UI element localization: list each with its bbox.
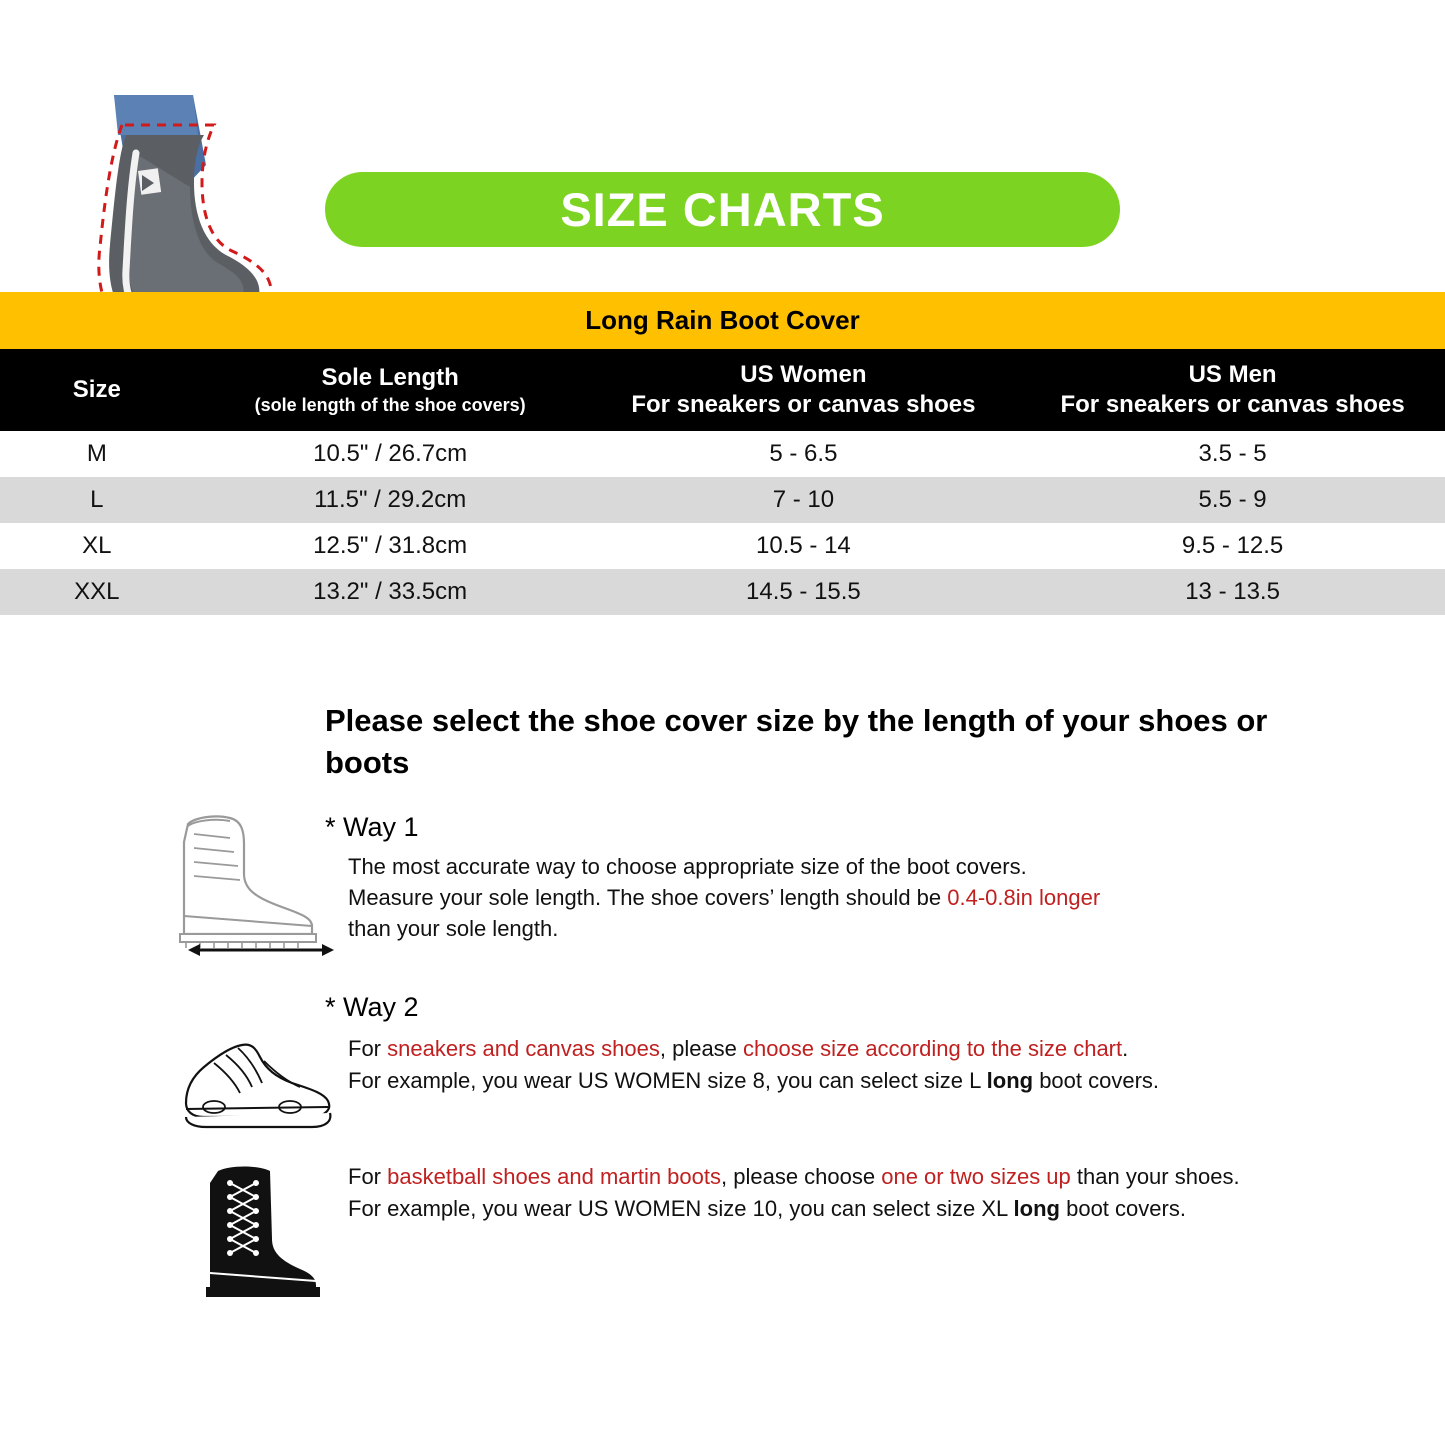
table-header-row (0, 349, 1445, 431)
martin-boot-icon (196, 1163, 326, 1298)
table-band-title: Long Rain Boot Cover (0, 292, 1445, 349)
way-1-highlight: 0.4-0.8in longer (947, 884, 1101, 910)
cell-size: M (0, 431, 194, 477)
cell-us-women: 14.5 - 15.5 (587, 569, 1021, 615)
cell-us-women: 7 - 10 (587, 477, 1021, 523)
column-header-sole-length: Sole Length (sole length of the shoe covers) (194, 349, 587, 431)
table-row (0, 523, 1445, 569)
cell-sole-length: 12.5" / 31.8cm (194, 523, 587, 569)
header-area (0, 0, 1445, 290)
way-1-line-1: The most accurate way to choose appropriate size of the boot covers. (348, 853, 1027, 879)
way-2-martin-body (348, 1161, 1390, 1223)
way-2-martin-line-1: For basketball shoes and martin boots, please choose one or two sizes up than your shoes. (348, 1164, 1240, 1190)
way-1-label: * Way 1 (325, 811, 419, 842)
work-boot-outline-icon (170, 812, 335, 957)
cell-us-men: 5.5 - 9 (1020, 477, 1445, 523)
guide-heading: Please select the shoe cover size by the length of your shoes or boots (325, 703, 1268, 780)
cell-size: XL (0, 523, 194, 569)
way-1-body (348, 851, 1390, 945)
cell-size: L (0, 477, 194, 523)
cell-us-women: 10.5 - 14 (587, 523, 1021, 569)
size-charts-title-pill (325, 172, 1120, 247)
way-1-line-2-text: Measure your sole length. The shoe covers’ length should be (348, 884, 948, 910)
cell-sole-length: 10.5" / 26.7cm (194, 431, 587, 477)
table-row (0, 569, 1445, 615)
cell-sole-length: 11.5" / 29.2cm (194, 477, 587, 523)
way-2-sneaker-row (0, 1033, 1445, 1143)
table-row (0, 477, 1445, 523)
cell-size: XXL (0, 569, 194, 615)
page-title: SIZE CHARTS (560, 183, 885, 236)
column-header-us-men: US Men For sneakers or canvas shoes (1020, 349, 1445, 431)
way-1-line-2 (348, 882, 1390, 913)
way-2-martin-line-2: For example, you wear US WOMEN size 10, you can select size XL long boot covers. (348, 1195, 1186, 1221)
size-selection-guide (0, 700, 1445, 1301)
way-2-sneaker-line-1: For sneakers and canvas shoes, please choose size according to the size chart. (348, 1036, 1129, 1062)
cell-us-men: 13 - 13.5 (1020, 569, 1445, 615)
way-1-line-3: than your sole length. (348, 916, 559, 942)
cell-us-men: 3.5 - 5 (1020, 431, 1445, 477)
way-2-martin-row (0, 1161, 1445, 1301)
sneaker-outline-icon (178, 1037, 338, 1132)
size-table (0, 349, 1445, 615)
way-2-block (0, 992, 1445, 1023)
way-2-label: * Way 2 (325, 992, 419, 1023)
cell-sole-length: 13.2" / 33.5cm (194, 569, 587, 615)
cell-us-men: 9.5 - 12.5 (1020, 523, 1445, 569)
column-header-us-women: US Women For sneakers or canvas shoes (587, 349, 1021, 431)
cell-us-women: 5 - 6.5 (587, 431, 1021, 477)
size-chart-section (0, 292, 1445, 615)
way-2-sneaker-line-2: For example, you wear US WOMEN size 8, you can select size L long boot covers. (348, 1067, 1160, 1093)
way-2-sneaker-body (348, 1033, 1390, 1095)
table-row (0, 431, 1445, 477)
column-header-size: Size (0, 349, 194, 431)
way-1-block (0, 812, 1445, 945)
sole-length-arrow-icon (186, 940, 336, 965)
